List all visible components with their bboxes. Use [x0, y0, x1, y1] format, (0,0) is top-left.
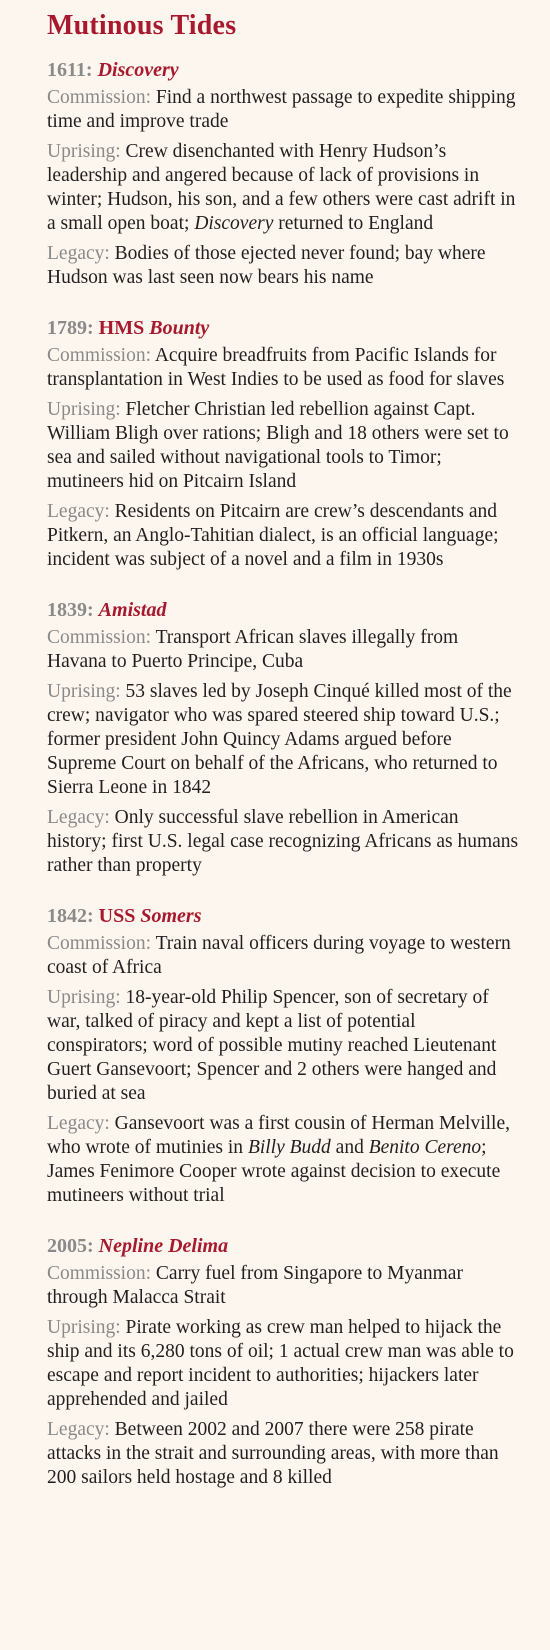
ship-name: Amistad [98, 599, 167, 621]
commission-text: Find a northwest passage to expedite shipping time and improve trade [47, 87, 516, 132]
commission-text: Transport African slaves illegally from Havana to Puerto Principe, Cuba [47, 627, 459, 672]
commission-label: Commission: [47, 933, 152, 954]
uprising-paragraph [47, 1316, 520, 1412]
mutiny-entry-1839 [47, 598, 520, 878]
entry-heading [47, 1234, 520, 1258]
commission-label: Commission: [47, 87, 152, 108]
legacy-text-and: and [335, 1137, 364, 1158]
commission-text: Acquire breadfruits from Pacific Islands for transplantation in West Indies to be used as food for slaves [47, 345, 505, 390]
uprising-text: Crew disenchanted with Henry Hudson’s leadership and angered because of lack of provisions in winter; Hudson, his son, and a few others were cast adrift in a small open boat; [47, 141, 516, 234]
uprising-text-end: returned to England [278, 213, 434, 234]
entry-year: 1839: [47, 599, 94, 621]
legacy-paragraph [47, 1418, 520, 1490]
legacy-text: Between 2002 and 2007 there were 258 pirate attacks in the strait and surrounding areas, with more than 200 sailors held hostage and 8 killed [47, 1419, 499, 1488]
uprising-label: Uprising: [47, 141, 121, 162]
uprising-label: Uprising: [47, 681, 121, 702]
legacy-label: Legacy: [47, 1419, 110, 1440]
mutiny-entry-1611 [47, 58, 520, 290]
legacy-label: Legacy: [47, 243, 110, 264]
ship-name: Discovery [97, 59, 179, 81]
entry-year: 1842: [47, 905, 94, 927]
commission-paragraph [47, 1262, 520, 1310]
legacy-paragraph [47, 806, 520, 878]
commission-label: Commission: [47, 1263, 152, 1284]
commission-paragraph [47, 626, 520, 674]
uprising-text: 18-year-old Philip Spencer, son of secretary of war, talked of piracy and kept a list of potential conspirators; word of possible mutiny reached Lieutenant Guert Gansevoort; Spencer and 2 others were hanged and buried at sea [47, 987, 497, 1104]
legacy-paragraph [47, 242, 520, 290]
uprising-paragraph [47, 398, 520, 494]
commission-paragraph [47, 932, 520, 980]
uprising-ship-italic: Discovery [194, 213, 274, 234]
ship-prefix: HMS [98, 317, 145, 339]
mutiny-entry-1789 [47, 316, 520, 572]
ship-name: Nepline Delima [98, 1235, 229, 1257]
entry-heading [47, 598, 520, 622]
legacy-text-end: ; James Fenimore Cooper wrote against decision to execute mutineers without trial [47, 1137, 501, 1206]
commission-label: Commission: [47, 345, 152, 366]
legacy-text: Bodies of those ejected never found; bay where Hudson was last seen now bears his name [47, 243, 486, 288]
legacy-label: Legacy: [47, 1113, 110, 1134]
legacy-text: Only successful slave rebellion in American history; first U.S. legal case recognizing Africans as humans rather than property [47, 807, 519, 876]
ship-name: Somers [140, 905, 202, 927]
commission-text: Carry fuel from Singapore to Myanmar through Malacca Strait [47, 1263, 463, 1308]
legacy-text: Residents on Pitcairn are crew’s descendants and Pitkern, an Anglo-Tahitian dialect, is an official language; incident was subject of a novel and a film in 1930s [47, 501, 499, 570]
ship-name: Bounty [149, 317, 210, 339]
book-title-benito-cereno: Benito Cereno [368, 1137, 482, 1158]
entry-heading [47, 316, 520, 340]
uprising-text: 53 slaves led by Joseph Cinqué killed most of the crew; navigator who was spared steered ship toward U.S.; former president John Quincy Adams argued before Supreme Court on behalf of the Africans, who returned to Sierra Leone in 1842 [47, 681, 512, 798]
uprising-label: Uprising: [47, 987, 121, 1008]
uprising-paragraph [47, 986, 520, 1106]
commission-paragraph [47, 86, 520, 134]
entry-year: 1789: [47, 317, 94, 339]
legacy-paragraph [47, 1112, 520, 1208]
page-title: Mutinous Tides [47, 10, 237, 41]
legacy-text: Gansevoort was a first cousin of Herman Melville, who wrote of mutinies in [47, 1113, 510, 1158]
uprising-paragraph [47, 140, 520, 236]
uprising-paragraph [47, 680, 520, 800]
entry-heading [47, 904, 520, 928]
book-title-billy-budd: Billy Budd [247, 1137, 331, 1158]
commission-label: Commission: [47, 627, 152, 648]
legacy-label: Legacy: [47, 807, 110, 828]
ship-prefix: USS [98, 905, 136, 927]
entry-heading [47, 58, 520, 82]
legacy-paragraph [47, 500, 520, 572]
commission-text: Train naval officers during voyage to western coast of Africa [47, 933, 511, 978]
mutiny-entry-2005 [47, 1234, 520, 1490]
legacy-label: Legacy: [47, 501, 110, 522]
mutiny-entry-1842 [47, 904, 520, 1208]
entry-year: 2005: [47, 1235, 94, 1257]
entry-year: 1611: [47, 59, 93, 81]
uprising-label: Uprising: [47, 1317, 121, 1338]
commission-paragraph [47, 344, 520, 392]
uprising-text: Fletcher Christian led rebellion against Capt. William Bligh over rations; Bligh and 18 others were set to sea and sailed without navigational tools to Timor; mutineers hid on Pitcairn Island [47, 399, 509, 492]
uprising-text: Pirate working as crew man helped to hijack the ship and its 6,280 tons of oil; 1 actual crew man was able to escape and report incident to authorities; hijackers later apprehended and jailed [47, 1317, 514, 1410]
uprising-label: Uprising: [47, 399, 121, 420]
